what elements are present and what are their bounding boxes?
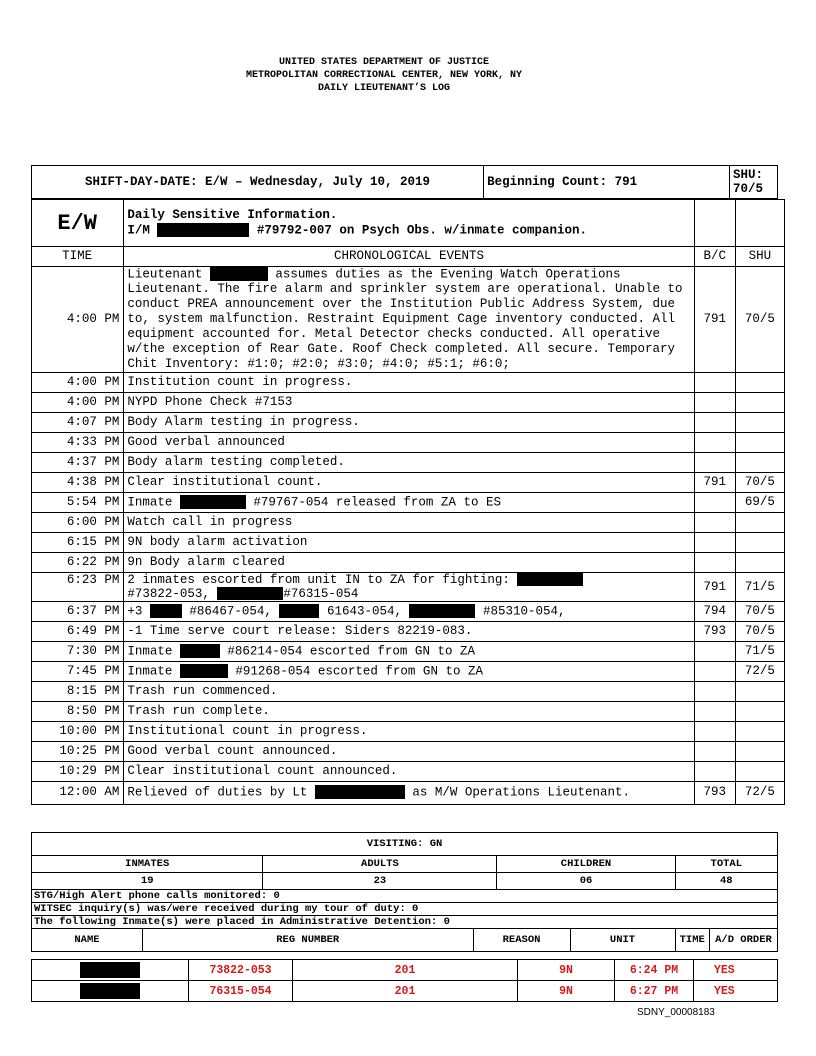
admin-table [31,959,778,1002]
table-row: 6:15 PM 9N body alarm activation [32,533,785,553]
entry-shu: 70/5 [735,267,784,373]
table-row: 12:00 AM Relieved of duties by Lt as M/W Operations Lieutenant. 793 72/5 [32,781,785,804]
header-line-3: DAILY LIEUTENANT’S LOG [317,83,451,94]
visiting-header-row: INMATES ADULTS CHILDREN TOTAL [32,856,778,873]
redaction [517,573,583,586]
table-row: 6:37 PM +3 #86467-054, 61643-054, #85310-054, 794 70/5 [32,601,785,621]
beginning-count: Beginning Count: 791 [484,166,730,199]
redaction [210,267,268,281]
header-line-2: METROPOLITAN CORRECTIONAL CENTER, NEW YORK, NY [245,70,523,81]
table-row: 4:00 PM Institution count in progress. [32,373,785,393]
table-row: 10:25 PM Good verbal count announced. [32,741,785,761]
visiting-values-row: 19 23 06 48 [32,873,778,890]
sensitive-suffix: #79792-007 on Psych Obs. w/inmate companion. [256,223,587,238]
admin-header-row: NAME REG NUMBER REASON UNIT TIME A/D ORDER [32,929,778,952]
sensitive-prefix: I/M [127,223,150,238]
watch-code: E/W [32,200,124,247]
admin-note: The following Inmate(s) were placed in Administrative Detention: 0 [32,916,778,929]
document-header [0,56,768,95]
shift-table [31,165,778,199]
redaction [150,604,182,618]
col-bc: B/C [694,247,735,267]
table-row: 4:37 PM Body alarm testing completed. [32,453,785,473]
redaction [279,604,319,618]
table-row: 76315-054 201 9N 6:27 PM YES [32,981,778,1002]
table-row: 6:49 PM -1 Time serve court release: Siders 82219-083. 793 70/5 [32,621,785,641]
sensitive-row [32,200,785,247]
redaction [180,644,220,658]
col-time: TIME [32,247,124,267]
table-row: 10:29 PM Clear institutional count announced. [32,761,785,781]
stg-note: STG/High Alert phone calls monitored: 0 [32,890,778,903]
shu-header [730,166,778,199]
redaction [80,983,140,999]
table-row: 4:33 PM Good verbal announced [32,433,785,453]
table-row: 4:07 PM Body Alarm testing in progress. [32,413,785,433]
col-events: CHRONOLOGICAL EVENTS [124,247,694,267]
entry-time: 4:00 PM [32,267,124,373]
table-row: 7:30 PM Inmate #86214-054 escorted from GN to ZA 71/5 [32,641,785,661]
visiting-table [31,832,778,952]
table-row [32,267,785,373]
shu-value: 70/5 [733,182,764,196]
table-row: 10:00 PM Institutional count in progress. [32,721,785,741]
redaction [409,604,475,618]
redaction [157,223,249,237]
table-row: 4:00 PM NYPD Phone Check #7153 [32,393,785,413]
redaction [180,495,246,509]
witsec-note: WITSEC inquiry(s) was/were received during my tour of duty: 0 [32,903,778,916]
table-row: 6:00 PM Watch call in progress [32,513,785,533]
redaction [180,664,228,678]
entry-event: Lieutenant assumes duties as the Evening Watch Operations Lieutenant. The fire alarm and sprinkler system are operational. Unable to conduct PREA announcement over the Institution Public Address System, due to, system malfunction. Restraint Equipment Cage inventory conducted. All equipment accounted for. Metal Detector checks conducted. All operative w/the exception of Rear Gate. Roof Check completed. All secure. Temporary Chit Inventory: #1:0; #2:0; #3:0; #4:0; #5:1; #6:0; [124,267,694,373]
table-row: 8:50 PM Trash run complete. [32,701,785,721]
table-row: 5:54 PM Inmate #79767-054 released from ZA to ES 69/5 [32,493,785,513]
column-header-row [32,247,785,267]
redaction [80,962,140,978]
table-row: 73822-053 201 9N 6:24 PM YES [32,960,778,981]
table-row: 4:38 PM Clear institutional count. 791 70/5 [32,473,785,493]
sensitive-title: Daily Sensitive Information. [127,207,338,222]
redaction [315,785,405,799]
col-shu: SHU [735,247,784,267]
log-table [31,199,785,805]
shu-label: SHU: [733,168,764,182]
table-row: 7:45 PM Inmate #91268-054 escorted from GN to ZA 72/5 [32,661,785,681]
redaction [217,587,283,600]
sensitive-info [124,200,694,247]
shift-day-date: SHIFT-DAY-DATE: E/W – Wednesday, July 10, 2019 [32,166,484,199]
bates-number: SDNY_00008183 [637,1007,715,1018]
table-row: 6:23 PM 2 inmates escorted from unit IN to ZA for fighting: #73822-053, #76315-054 791 71/5 [32,573,785,602]
visiting-title: VISITING: GN [32,833,778,856]
header-line-1: UNITED STATES DEPARTMENT OF JUSTICE [278,57,490,68]
table-row: 8:15 PM Trash run commenced. [32,681,785,701]
entry-bc: 791 [694,267,735,373]
table-row: 6:22 PM 9n Body alarm cleared [32,553,785,573]
